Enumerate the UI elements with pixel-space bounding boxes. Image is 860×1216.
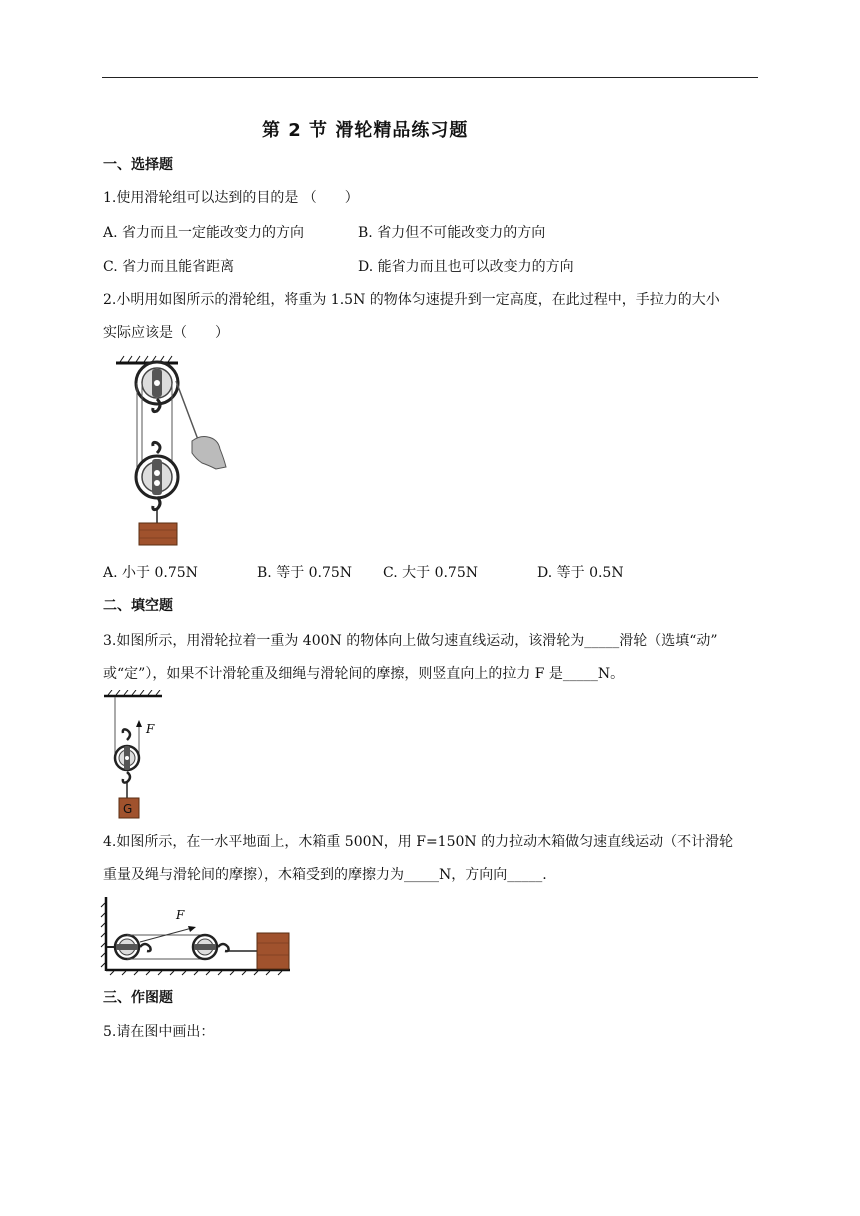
q5-stem: 5.请在图中画出：	[103, 1024, 215, 1040]
q3-stem-line1: 3.如图所示，用滑轮拉着一重为 400N 的物体向上做匀速直线运动，该滑轮为_____滑轮（选填“动”	[103, 633, 718, 649]
q4-force-label: F	[176, 908, 185, 922]
q4-pulley-figure	[100, 895, 295, 977]
q2-stem-line1: 2.小明用如图所示的滑轮组，将重为 1.5N 的物体匀速提升到一定高度，在此过程中，手拉力的大小	[103, 292, 720, 308]
page-title: 第 2 节 滑轮精品练习题	[262, 120, 469, 141]
q3-force-label: F	[146, 722, 155, 736]
q3-weight-label: G	[123, 802, 133, 816]
q1-option-b: B. 省力但不可能改变力的方向	[358, 225, 546, 241]
section-drawing: 三、作图题	[103, 990, 173, 1006]
q4-stem-line2: 重量及绳与滑轮间的摩擦），木箱受到的摩擦力为_____N，方向向_____.	[103, 867, 547, 883]
q2-option-a: A. 小于 0.75N	[103, 565, 198, 581]
section-choice: 一、选择题	[103, 157, 173, 173]
q3-stem-line2: 或“定”），如果不计滑轮重及细绳与滑轮间的摩擦，则竖直向上的拉力 F 是_____N。	[103, 666, 625, 682]
q1-option-c: C. 省力而且能省距离	[103, 259, 235, 275]
q2-option-d: D. 等于 0.5N	[537, 565, 624, 581]
section-fill: 二、填空题	[103, 598, 173, 614]
q2-option-c: C. 大于 0.75N	[383, 565, 478, 581]
q2-pulley-figure	[112, 355, 232, 550]
q1-option-a: A. 省力而且一定能改变力的方向	[103, 225, 305, 241]
q1-option-d: D. 能省力而且也可以改变力的方向	[358, 259, 574, 275]
q3-pulley-figure	[102, 690, 172, 822]
q4-stem-line1: 4.如图所示，在一水平地面上，木箱重 500N，用 F=150N 的力拉动木箱做匀速直线运动（不计滑轮	[103, 834, 734, 850]
q1-stem: 1.使用滑轮组可以达到的目的是 （ ）	[103, 190, 359, 206]
q2-stem-line2: 实际应该是（ ）	[103, 325, 229, 341]
q2-option-b: B. 等于 0.75N	[257, 565, 353, 581]
header-rule	[102, 77, 758, 78]
